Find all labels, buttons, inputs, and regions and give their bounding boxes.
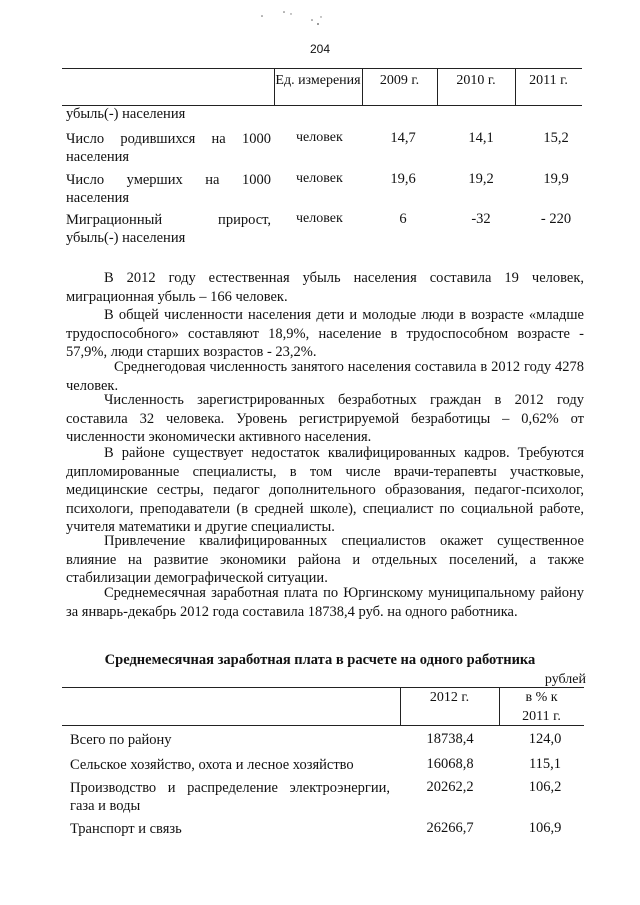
scan-specks: [0, 0, 640, 40]
value-2012: 26266,7: [426, 820, 474, 836]
value-2009: 19,6: [390, 171, 416, 187]
header-unit: Ед. измерения: [275, 73, 361, 88]
header-2010: 2010 г.: [456, 73, 496, 88]
paragraph: В районе существует недостаток квалифицированных кадров. Требуются дипломированные специалисты, в том числе врачи-терапевты участковые, медицинские сестры, педагог дополнительного образования, педагог-психолог, психологи, преподаватели (в средней школе), специалист по социальной работе, учителя математики и другие специалисты.: [66, 445, 584, 535]
salary-table-header: [62, 687, 584, 727]
row-unit: человек: [296, 171, 343, 186]
value-pct: 106,9: [528, 820, 562, 836]
header-pct: в % к 2011 г.: [522, 690, 561, 724]
value-2012: 20262,2: [426, 779, 474, 795]
paragraph: Численность зарегистрированных безработных граждан в 2012 году составила 32 человека. Уровень регистрируемой безработицы – 0,62% от численности экономически активного населения.: [66, 392, 584, 445]
value-2012: 16068,8: [426, 756, 474, 772]
paragraph: Среднемесячная заработная плата по Юргинскому муниципальному району за январь-декабрь 2012 года составила 18738,4 руб. на одного работника.: [66, 585, 584, 620]
value-2011: 15,2: [543, 130, 569, 146]
value-2010: -32: [471, 211, 491, 227]
value-2011: - 220: [540, 211, 572, 227]
row-label: Сельское хозяйство, охота и лесное хозяйство: [70, 757, 354, 773]
row-label: Число родившихся на 1000 населения: [66, 131, 271, 165]
value-pct: 106,2: [528, 779, 562, 795]
row-label: Число умерших на 1000 населения: [66, 172, 271, 206]
row-unit: человек: [296, 211, 343, 226]
header-2011: 2011 г.: [529, 73, 568, 88]
value-2010: 14,1: [468, 130, 494, 146]
header-2009: 2009 г.: [379, 73, 420, 88]
page-number: 204: [309, 42, 331, 56]
row-unit: человек: [296, 130, 343, 145]
row-label: Миграционный прирост, убыль(-) населения: [66, 212, 271, 246]
paragraph: Среднегодовая численность занятого населения составила в 2012 году 4278 человек.: [66, 359, 584, 394]
paragraph: В 2012 году естественная убыль населения составила 19 человек, миграционная убыль – 166 человек.: [66, 270, 584, 305]
salary-table-unit: рублей: [544, 672, 586, 687]
value-pct: 124,0: [528, 731, 562, 747]
row-label: Всего по району: [70, 732, 172, 748]
value-2009: 14,7: [390, 130, 416, 146]
value-pct: 115,1: [528, 756, 562, 772]
value-2010: 19,2: [468, 171, 494, 187]
row-label: Транспорт и связь: [70, 821, 182, 837]
paragraph: В общей численности населения дети и молодые люди в возрасте «младше трудоспособного» составляют 18,9%, население в трудоспособном возрасте - 57,9%, люди старших возрастов - 23,2%.: [66, 307, 584, 360]
value-2011: 19,9: [543, 171, 569, 187]
header-2012: 2012 г.: [429, 690, 470, 705]
salary-table-title: Среднемесячная заработная плата в расчете на одного работника: [104, 652, 536, 668]
row-label: Производство и распределение электроэнергии, газа и воды: [70, 780, 390, 814]
value-2009: 6: [399, 211, 407, 227]
value-2012: 18738,4: [426, 731, 474, 747]
demographics-table-header: [62, 68, 582, 108]
paragraph: Привлечение квалифицированных специалистов окажет существенное влияние на развитие экономики района и отдельных поселений, а также стабилизации демографической ситуации.: [66, 533, 584, 586]
